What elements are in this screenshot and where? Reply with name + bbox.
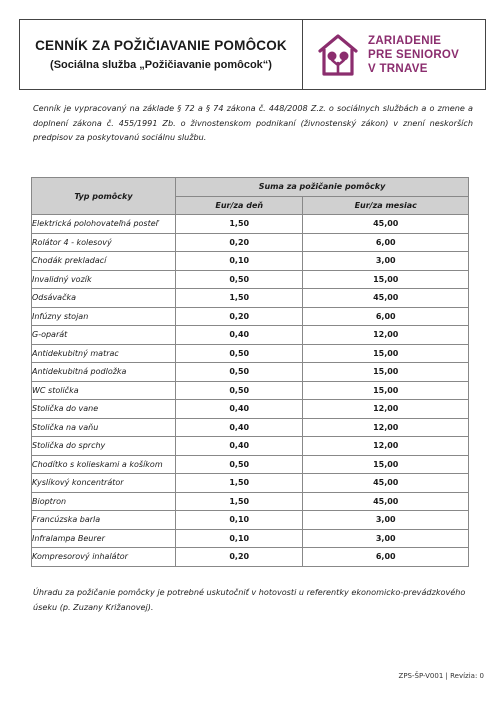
price-per-month-cell: 6,00 [303, 307, 469, 326]
header-title-block [20, 20, 303, 89]
price-per-day-cell: 1,50 [176, 289, 303, 308]
price-per-day-cell: 0,20 [176, 548, 303, 567]
table-row [32, 381, 469, 400]
price-per-day-cell: 0,40 [176, 418, 303, 437]
aid-name-cell: Elektrická polohovateľná posteľ [32, 215, 176, 234]
logo-line-1: ZARIADENIE [368, 34, 442, 47]
document-code: ZPS-ŠP-V001 | Revízia: 0 [398, 672, 484, 680]
table-row [32, 215, 469, 234]
price-per-day-cell: 1,50 [176, 492, 303, 511]
price-per-month-cell: 12,00 [303, 418, 469, 437]
price-per-month-cell: 15,00 [303, 455, 469, 474]
price-per-day-cell: 0,50 [176, 381, 303, 400]
price-per-month-cell: 45,00 [303, 289, 469, 308]
price-per-day-cell: 0,50 [176, 270, 303, 289]
table-row [32, 289, 469, 308]
table-row [32, 270, 469, 289]
aid-name-cell: Stolička do vane [32, 400, 176, 419]
organization-logo [303, 20, 485, 89]
price-table [31, 177, 469, 567]
house-tree-logo-icon [317, 32, 359, 78]
aid-name-cell: Infralampa Beurer [32, 529, 176, 548]
aid-name-cell: G-oparát [32, 326, 176, 345]
price-per-day-cell: 0,40 [176, 437, 303, 456]
table-row [32, 548, 469, 567]
column-header-price-group: Suma za požičanie pomôcky [176, 178, 469, 197]
price-per-day-cell: 0,40 [176, 326, 303, 345]
price-per-month-cell: 12,00 [303, 437, 469, 456]
table-row [32, 363, 469, 382]
document-title: CENNÍK ZA POŽIČIAVANIE POMÔCOK [35, 38, 287, 53]
aid-name-cell: Kyslíkový koncentrátor [32, 474, 176, 493]
payment-note: Úhradu za požičanie pomôcky je potrebné uskutočniť v hotovosti u referentky ekonomicko-prevádzkového úseku (p. Zuzany Križanovej). [33, 587, 466, 612]
table-row [32, 252, 469, 271]
aid-name-cell: Stolička do sprchy [32, 437, 176, 456]
price-per-day-cell: 0,10 [176, 252, 303, 271]
column-header-per-day: Eur/za deň [176, 196, 303, 215]
table-row [32, 437, 469, 456]
column-header-per-month: Eur/za mesiac [303, 196, 469, 215]
price-per-month-cell: 15,00 [303, 344, 469, 363]
table-row [32, 474, 469, 493]
price-per-month-cell: 3,00 [303, 252, 469, 271]
price-table-body [32, 215, 469, 567]
aid-name-cell: Antidekubitná podložka [32, 363, 176, 382]
aid-name-cell: WC stolička [32, 381, 176, 400]
table-row [32, 307, 469, 326]
aid-name-cell: Bioptron [32, 492, 176, 511]
price-per-month-cell: 3,00 [303, 529, 469, 548]
aid-name-cell: Stolička na vaňu [32, 418, 176, 437]
aid-name-cell: Antidekubitný matrac [32, 344, 176, 363]
aid-name-cell: Francúzska barla [32, 511, 176, 530]
aid-name-cell: Kompresorový inhalátor [32, 548, 176, 567]
logo-line-3: V TRNAVE [368, 62, 428, 75]
price-per-day-cell: 0,10 [176, 511, 303, 530]
aid-name-cell: Odsávačka [32, 289, 176, 308]
price-per-day-cell: 0,50 [176, 363, 303, 382]
logo-line-2: PRE SENIOROV [368, 48, 460, 61]
table-row [32, 511, 469, 530]
document-subtitle: (Sociálna služba „Požičiavanie pomôcok“) [50, 59, 272, 71]
price-per-month-cell: 45,00 [303, 215, 469, 234]
price-per-month-cell: 12,00 [303, 326, 469, 345]
table-row [32, 492, 469, 511]
price-per-month-cell: 45,00 [303, 474, 469, 493]
table-row [32, 233, 469, 252]
price-per-month-cell: 12,00 [303, 400, 469, 419]
aid-name-cell: Rolátor 4 - kolesový [32, 233, 176, 252]
price-per-day-cell: 0,20 [176, 307, 303, 326]
column-header-type: Typ pomôcky [32, 178, 176, 215]
price-per-day-cell: 0,50 [176, 344, 303, 363]
price-per-day-cell: 0,40 [176, 400, 303, 419]
document-header [19, 19, 486, 90]
aid-name-cell: Invalidný vozík [32, 270, 176, 289]
table-row [32, 418, 469, 437]
table-row [32, 326, 469, 345]
price-per-month-cell: 6,00 [303, 548, 469, 567]
price-per-month-cell: 15,00 [303, 270, 469, 289]
organization-name [368, 34, 459, 76]
price-per-day-cell: 0,50 [176, 455, 303, 474]
price-per-month-cell: 6,00 [303, 233, 469, 252]
aid-name-cell: Chodítko s kolieskami a košíkom [32, 455, 176, 474]
price-per-day-cell: 0,10 [176, 529, 303, 548]
price-per-month-cell: 15,00 [303, 363, 469, 382]
aid-name-cell: Infúzny stojan [32, 307, 176, 326]
table-row [32, 344, 469, 363]
price-per-month-cell: 45,00 [303, 492, 469, 511]
price-per-day-cell: 0,20 [176, 233, 303, 252]
intro-paragraph: Cenník je vypracovaný na základe § 72 a § 74 zákona č. 448/2008 Z.z. o sociálnych službách a o zmene a doplnení zákona č. 455/1991 Zb. o živnostenskom podnikaní (živnostenský zákon) v znení neskorších predpisov za poskytovanú sociálnu službu. [33, 103, 473, 142]
table-row [32, 529, 469, 548]
price-per-day-cell: 1,50 [176, 474, 303, 493]
price-per-month-cell: 3,00 [303, 511, 469, 530]
table-row [32, 455, 469, 474]
aid-name-cell: Chodák prekladací [32, 252, 176, 271]
price-per-day-cell: 1,50 [176, 215, 303, 234]
table-row [32, 400, 469, 419]
price-per-month-cell: 15,00 [303, 381, 469, 400]
